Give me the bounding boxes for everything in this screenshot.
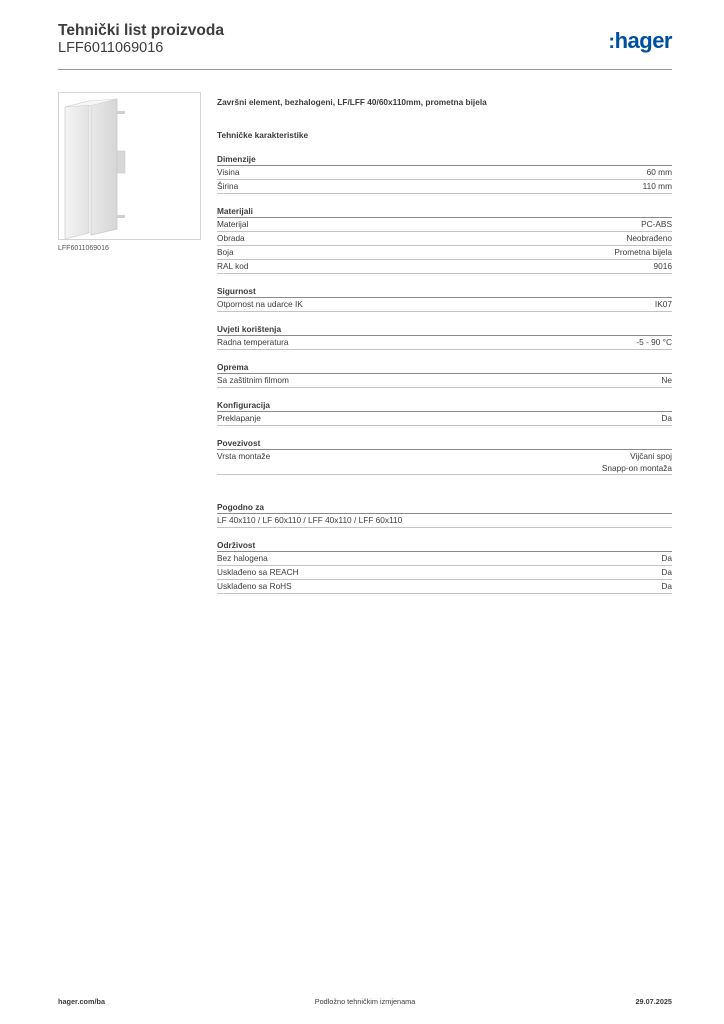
spec-label: Preklapanje (217, 413, 261, 423)
group-title: Konfiguracija (217, 399, 672, 412)
group-compatible (217, 501, 672, 528)
spec-row (217, 412, 672, 426)
group-safety (217, 285, 672, 312)
spec-value: Ne (661, 375, 672, 385)
footer-website-link[interactable]: hager.com/ba (58, 997, 106, 1006)
footer-date: 29.07.2025 (635, 997, 672, 1006)
image-caption: LFF6011069016 (58, 245, 109, 252)
spec-row (217, 336, 672, 350)
spec-label: RAL kod (217, 261, 249, 271)
group-title: Materijali (217, 205, 672, 218)
spec-label: Širina (217, 181, 239, 191)
spec-value: 110 mm (642, 181, 672, 191)
spec-row (217, 566, 672, 580)
logo-dots: : (608, 31, 615, 53)
spec-value (602, 450, 672, 474)
group-configuration (217, 399, 672, 426)
document-title: Tehnički list proizvoda (58, 22, 224, 39)
footer-disclaimer: Podložno tehničkim izmjenama (314, 997, 416, 1006)
group-connectivity (217, 437, 672, 475)
spec-row (217, 450, 672, 475)
spec-label: Usklađeno sa RoHS (217, 581, 292, 591)
spec-row (217, 298, 672, 312)
spec-row (217, 580, 672, 594)
group-materials (217, 205, 672, 274)
spec-row (217, 232, 672, 246)
spec-row (217, 260, 672, 274)
spec-label: Otpornost na udarce IK (217, 299, 303, 309)
spec-value-line: Vijčani spoj (630, 451, 672, 461)
spec-value: Da (661, 581, 672, 591)
spec-value: IK07 (654, 299, 672, 309)
group-title: Pogodno za (217, 501, 672, 514)
group-title: Povezivost (217, 437, 672, 450)
spec-row (217, 246, 672, 260)
spec-label: Materijal (217, 219, 249, 229)
group-conditions (217, 323, 672, 350)
spec-row (217, 514, 672, 528)
spec-value: Da (661, 553, 672, 563)
spec-label: Vrsta montaže (217, 451, 271, 461)
group-dimensions (217, 153, 672, 194)
spec-label: Obrada (217, 233, 245, 243)
spec-value: Da (661, 413, 672, 423)
spec-value: PC-ABS (641, 219, 672, 229)
product-image (58, 92, 201, 240)
spec-row (217, 374, 672, 388)
spec-label: Boja (217, 247, 234, 257)
spec-label: Sa zaštitnim filmom (217, 375, 289, 385)
section-title-technical: Tehničke karakteristike (217, 130, 309, 140)
logo-text: hager (614, 28, 672, 53)
spec-value: 60 mm (646, 167, 672, 177)
spec-row (217, 552, 672, 566)
spec-value: -5 - 90 °C (636, 337, 672, 347)
group-title: Oprema (217, 361, 672, 374)
header-divider (58, 69, 672, 70)
spec-value: Neobrađeno (626, 233, 672, 243)
hager-logo (608, 28, 672, 54)
spec-row (217, 180, 672, 194)
spec-value: Da (661, 567, 672, 577)
end-cap-illustration (59, 93, 200, 239)
spec-label: Usklađeno sa REACH (217, 567, 299, 577)
group-sustainability (217, 539, 672, 594)
spec-label: Visina (217, 167, 240, 177)
group-title: Sigurnost (217, 285, 672, 298)
compatible-value: LF 40x110 / LF 60x110 / LFF 40x110 / LFF 60x110 (217, 515, 403, 525)
spec-label: Bez halogena (217, 553, 268, 563)
spec-row (217, 218, 672, 232)
group-title: Održivost (217, 539, 672, 552)
spec-content (217, 96, 672, 594)
product-code: LFF6011069016 (58, 40, 164, 56)
group-title: Dimenzije (217, 153, 672, 166)
spec-label: Radna temperatura (217, 337, 289, 347)
page-footer (58, 997, 672, 1011)
group-title: Uvjeti korištenja (217, 323, 672, 336)
spec-value: Prometna bijela (614, 247, 672, 257)
product-description: Završni element, bezhalogeni, LF/LFF 40/60x110mm, prometna bijela (217, 97, 487, 107)
spec-row (217, 166, 672, 180)
spec-value: 9016 (653, 261, 672, 271)
page-header (58, 22, 672, 70)
spec-value-line: Snapp-on montaža (601, 463, 672, 473)
group-equipment (217, 361, 672, 388)
